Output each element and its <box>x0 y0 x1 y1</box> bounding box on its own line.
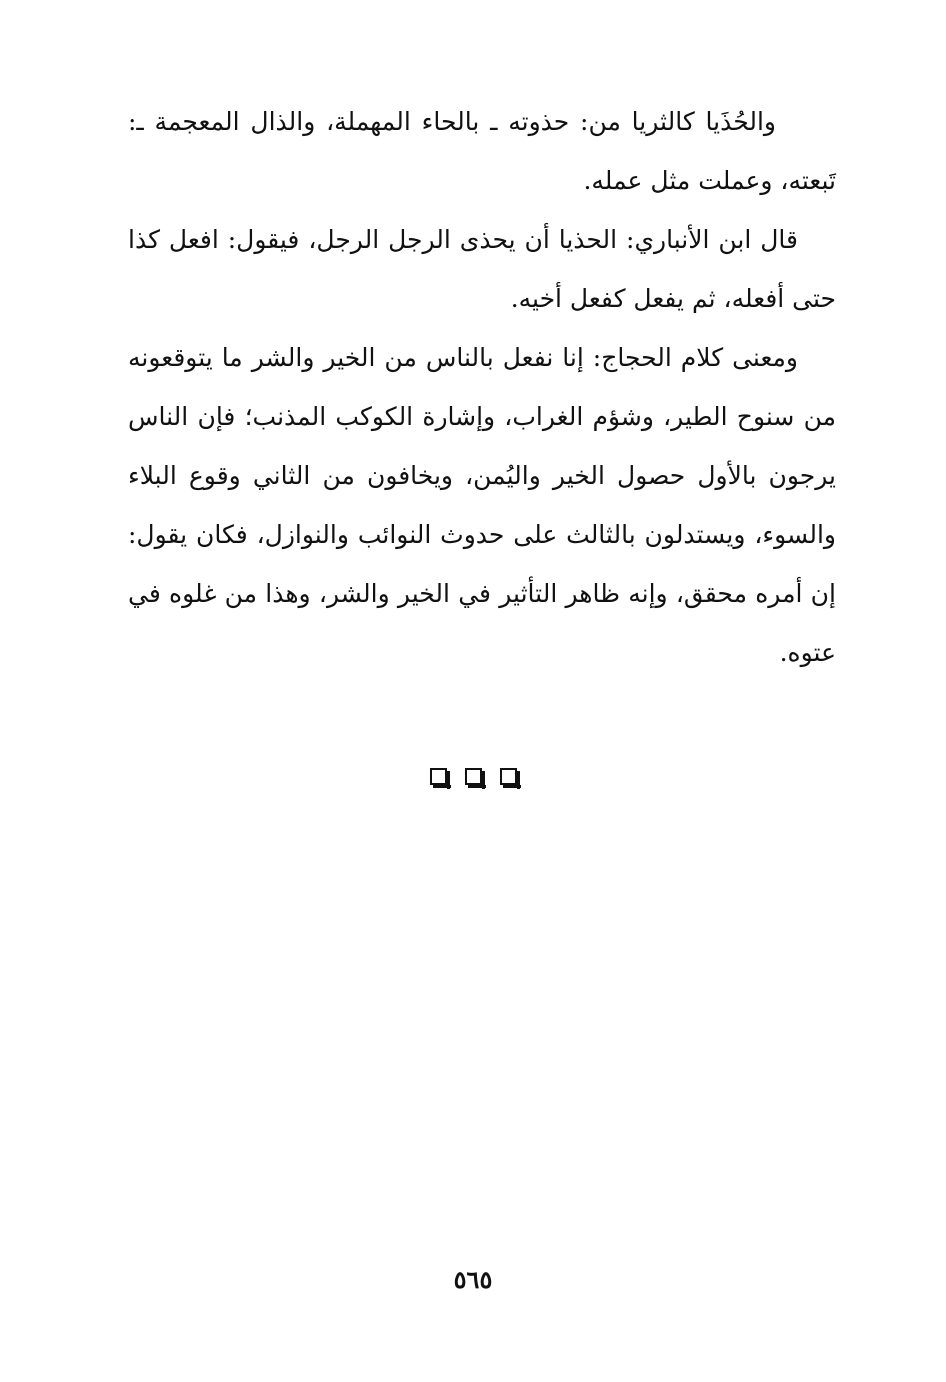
body-text <box>128 92 836 682</box>
paragraph-hudhaya-definition: والحُذَيا كالثريا من: حذوته ـ بالحاء المهملة، والذال المعجمة ـ: تَبعته، وعملت مثل عمله. <box>128 107 836 195</box>
section-separator <box>0 768 946 785</box>
paragraph-ibn-al-anbari: قال ابن الأنباري: الحذيا أن يحذى الرجل الرجل، فيقول: افعل كذا حتى أفعله، ثم يفعل كفعل أخيه. <box>128 225 836 313</box>
separator-box-icon <box>500 768 517 785</box>
separator-box-icon <box>430 768 447 785</box>
paragraph-hajjaj-meaning: ومعنى كلام الحجاج: إنا نفعل بالناس من الخير والشر ما يتوقعونه من سنوح الطير، وشؤم الغراب، وإشارة الكوكب المذنب؛ فإن الناس يرجون بالأول حصول الخير واليُمن، ويخافون من الثاني وقوع البلاء والسوء، ويستدلون بالثالث على حدوث النوائب والنوازل، فكان يقول: إن أمره محقق، وإنه ظاهر التأثير في الخير والشر، وهذا من غلوه في عتوه. <box>128 343 836 667</box>
separator-box-icon <box>465 768 482 785</box>
page-number: ٥٦٥ <box>453 1265 493 1294</box>
